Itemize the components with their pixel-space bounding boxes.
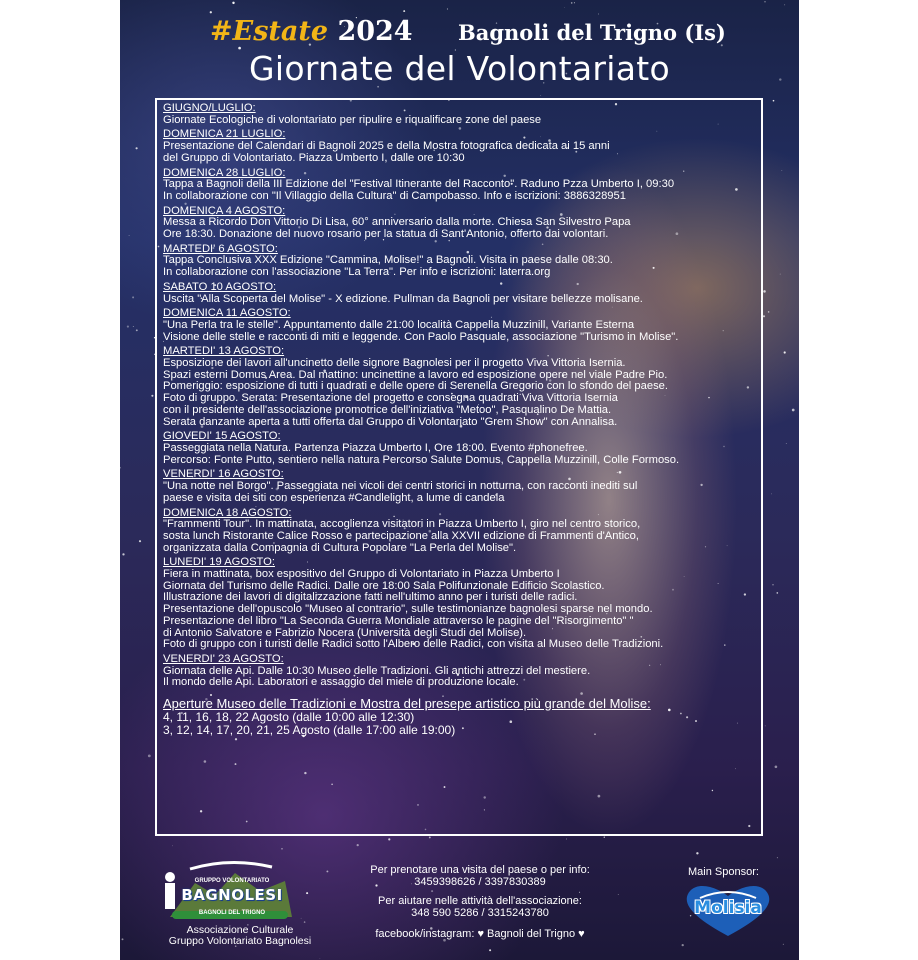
event-line: Foto di gruppo. Serata: Presentazione del progetto e consegna quadrati Viva Vittoria Isernia — [163, 393, 618, 405]
header-estate — [210, 16, 413, 47]
assoc-line: Associazione Culturale — [186, 924, 294, 936]
star — [133, 326, 134, 327]
logo-arc — [190, 862, 272, 869]
event-line: organizzata dalla Compagnia di Cultura Popolare "La Perla del Molise". — [163, 542, 517, 554]
star — [764, 1, 765, 2]
star — [429, 836, 431, 838]
logo-top-text: GRUPPO VOLONTARIATO — [194, 878, 270, 884]
star — [304, 921, 306, 923]
event-date: DOMENICA 18 AGOSTO: — [163, 506, 292, 519]
star — [574, 2, 575, 3]
event-line: Visione delle stelle e racconti di miti e leggende. Con Paolo Pasquale, associazione "Turismo in Molise". — [163, 331, 679, 343]
museum-openings — [163, 697, 755, 737]
star — [540, 95, 541, 96]
sponsor-name: Molisia — [694, 898, 762, 918]
star — [151, 395, 153, 397]
event-line: con il presidente dell'associazione promotrice dell'iniziativa "Metoo", Pasqualino De Mattia. — [163, 404, 612, 416]
star — [129, 235, 130, 236]
star — [763, 290, 766, 293]
event-item — [163, 508, 755, 555]
event-line: Fiera in mattinata, box espositivo del Gruppo di Volontariato in Piazza Umberto I — [163, 569, 560, 581]
event-date: MARTEDI' 13 AGOSTO: — [163, 345, 285, 358]
event-line: Giornata del Turismo delle Radici. Dalle ore 18:00 Sala Polifunzionale Edificio Scolastico. — [163, 580, 605, 592]
event-item — [163, 431, 755, 466]
event-date: VENERDI' 16 AGOSTO: — [163, 468, 284, 481]
star — [120, 467, 121, 469]
star — [139, 540, 141, 542]
museum-line: 3, 12, 14, 17, 20, 21, 25 Agosto (dalle 17:00 alle 19:00) — [163, 723, 456, 738]
event-line: Giornata delle Api. Dalle 10:30 Museo delle Tradizioni. Gli antichi attrezzi del mestiere. — [163, 665, 591, 677]
social-handle: facebook/instagram: ♥ Bagnoli del Trigno ♥ — [375, 928, 585, 940]
page-title: Giornate del Volontariato — [249, 49, 670, 88]
event-line: Tappa Conclusiva XXX Edizione "Cammina, Molise!" a Bagnoli. Visita in paese dalle 08:30. — [163, 255, 613, 267]
event-item — [163, 168, 755, 203]
star — [320, 958, 321, 959]
star — [122, 553, 124, 555]
star — [122, 938, 124, 940]
logo-name: BAGNOLESI — [181, 886, 283, 904]
star — [566, 838, 567, 839]
star — [357, 844, 359, 846]
event-line: del Gruppo di Volontariato. Piazza Umberto I, dalle ore 10:30 — [163, 152, 465, 164]
event-item — [163, 469, 755, 504]
star — [768, 311, 770, 313]
event-line: paese e visita dei siti con esperienza #Candlelight, a lume di candela — [163, 492, 505, 504]
star — [388, 838, 390, 840]
event-line: Giornate Ecologiche di volontariato per ripulire e riqualificare zone del paese — [163, 114, 542, 126]
star — [127, 326, 129, 328]
star — [696, 852, 698, 854]
star — [281, 848, 283, 850]
event-line: "Una notte nel Borgo". Passeggiata nei vicoli dei centri storici in notturna, con racconti inediti sul — [163, 481, 638, 493]
star — [326, 870, 328, 872]
museum-title: Aperture Museo delle Tradizioni e Mostra del presepe artistico più grande del Molise: — [163, 696, 651, 712]
event-line: Il mondo delle Api. Laboratori e assaggio del miele di produzione locale. — [163, 677, 519, 689]
event-date: DOMENICA 21 LUGLIO: — [163, 128, 286, 141]
logo-figure-head — [165, 872, 175, 882]
star — [784, 4, 785, 5]
event-line: "Una Perla tra le stelle". Appuntamento dalle 21:00 località Cappella Muzzinill, Variante Esterna — [163, 319, 635, 331]
event-line: Spazi esterni Domus Area. Dal mattino: uncinettine a lavoro ed esposizione opere nel viale Padre Pio. — [163, 369, 668, 381]
star — [232, 2, 234, 4]
event-date: GIUGNO/LUGLIO: — [163, 102, 256, 114]
event-line: In collaborazione con "Il Villaggio della Cultura" di Campobasso. Info e iscrizioni: 3886328951 — [163, 190, 626, 202]
star — [598, 14, 599, 15]
event-line: Esposizione dei lavori all'uncinetto delle signore Bagnolesi per il progetto Viva Vittoria Isernia. — [163, 358, 626, 370]
event-item — [163, 346, 755, 428]
event-line: Illustrazione dei lavori di digitalizzazione fatti nell'ultimo anno per i turisti delle radici. — [163, 592, 578, 604]
star — [784, 351, 786, 353]
star — [772, 584, 773, 585]
event-line: Serata danzante aperta a tutti offerta dal Gruppo di Volontariato "Grem Show" con Annalisa. — [163, 416, 618, 428]
star — [777, 857, 778, 858]
event-item — [163, 103, 755, 126]
poster — [120, 0, 799, 960]
event-line: Pomeriggio: esposizione di tutti i quadrati e delle opere di Serenella Gregorio con lo sfondo del paese. — [163, 381, 668, 393]
assoc-line: Gruppo Volontariato Bagnolesi — [168, 935, 312, 947]
star — [682, 944, 684, 946]
event-item — [163, 282, 755, 305]
logo-bottom-text: BAGNOLI DEL TRIGNO — [198, 910, 266, 916]
star — [775, 765, 778, 768]
star — [763, 315, 765, 317]
event-item — [163, 557, 755, 651]
event-line: di Antonio Salvatore e Fabrizio Nocera (Università degli Studi del Molise). — [163, 627, 527, 639]
event-line: Tappa a Bagnoli della III Edizione del "Festival Itinerante del Racconto". Raduno Pzza Umberto I, 09:30 — [163, 179, 675, 191]
museum-line: 4, 11, 16, 18, 22 Agosto (dalle 10:00 alle 12:30) — [163, 710, 415, 725]
event-line: Presentazione del libro "La Seconda Guerra Mondiale attraverso le pagine del "Risorgimento" " — [163, 615, 634, 627]
star — [571, 2, 573, 4]
star — [780, 274, 781, 275]
star — [489, 949, 491, 951]
star — [136, 329, 138, 331]
event-line: Messa a Ricordo Don Vittorio Di Lisa, 60° anniversario dalla morte. Chiesa San Silvestro Papa — [163, 217, 631, 229]
star — [786, 443, 787, 444]
event-date: SABATO 10 AGOSTO: — [163, 280, 277, 293]
event-line: Foto di gruppo con i turisti delle Radici sotto l'Albero delle Radici, con visita al Museo delle Tradizioni. — [163, 639, 664, 651]
visit-phones: 3459398626 / 3397830389 — [414, 875, 546, 888]
star — [783, 944, 784, 945]
logo-figure-body — [165, 883, 175, 909]
schedule-box — [155, 98, 763, 836]
star — [210, 11, 212, 13]
event-item — [163, 244, 755, 279]
header-hashtag: #Estate — [210, 16, 329, 47]
event-date: GIOVEDI' 15 AGOSTO: — [163, 430, 281, 443]
event-line: Percorso: Fonte Putto, sentiero nella natura Percorso Salute Domus, Cappella Muzzinill, Colle Formoso. — [163, 454, 680, 466]
event-item — [163, 654, 755, 689]
star — [604, 837, 605, 838]
event-item — [163, 129, 755, 164]
event-list — [163, 103, 755, 689]
star — [403, 10, 405, 12]
event-date: DOMENICA 28 LUGLIO: — [163, 166, 286, 179]
star — [776, 592, 778, 594]
event-item — [163, 308, 755, 343]
event-date: DOMENICA 11 AGOSTO: — [163, 307, 291, 320]
event-line: Passeggiata nella Natura. Partenza Piazza Umberto I, Ore 18:00. Evento #phonefree. — [163, 442, 588, 454]
event-item — [163, 206, 755, 241]
association-name — [140, 925, 340, 947]
star — [792, 409, 795, 412]
event-line: Presentazione del Calendari di Bagnoli 2025 e della Mostra fotografica dedicata ai 15 anni — [163, 141, 610, 153]
event-date: MARTEDI' 6 AGOSTO: — [163, 242, 278, 255]
star — [132, 296, 134, 298]
star — [618, 894, 619, 895]
star — [781, 170, 782, 171]
event-line: Ore 18:30. Donazione del nuovo rosario per la statua di Sant'Antonio, offerto dai volontari. — [163, 229, 609, 241]
sponsor-label: Main Sponsor: — [688, 866, 759, 878]
event-line: Uscita "Alla Scoperta del Molise" - X edizione. Pullman da Bagnoli per visitare bellezze molisane. — [163, 293, 643, 305]
star — [773, 100, 775, 102]
header-year: 2024 — [337, 16, 413, 47]
help-phones: 348 590 5286 / 3315243780 — [411, 906, 549, 919]
star — [771, 494, 772, 495]
event-line: In collaborazione con l'associazione "La Terra". Per info e iscrizioni: laterra.org — [163, 267, 551, 279]
star — [301, 918, 302, 919]
star — [136, 147, 138, 149]
event-line: sosta lunch Ristorante Calice Rosso e partecipazione alla XXVII edizione di Frammenti d'Antico, — [163, 530, 639, 542]
star — [447, 9, 448, 10]
visit-label: Per prenotare una visita del paese o per info: — [370, 864, 590, 876]
header-town: Bagnoli del Trigno (Is) — [458, 20, 726, 45]
event-date: DOMENICA 4 AGOSTO: — [163, 204, 286, 217]
star — [306, 892, 308, 894]
event-line: Presentazione dell'opuscolo "Museo al contrario", sulle testimonianze bagnolesi sparse nel mondo. — [163, 604, 653, 616]
event-date: VENERDI' 23 AGOSTO: — [163, 652, 284, 665]
event-date: LUNEDI' 19 AGOSTO: — [163, 556, 275, 569]
star — [172, 845, 173, 846]
star — [564, 7, 565, 8]
help-label: Per aiutare nelle attività dell'associazione: — [378, 895, 582, 907]
event-line: "Frammenti Tour". In mattinata, accoglienza visitatori in Piazza Umberto I, giro nel centro storico, — [163, 519, 641, 531]
star — [148, 755, 151, 758]
contact-info — [350, 865, 610, 941]
star — [765, 725, 766, 726]
